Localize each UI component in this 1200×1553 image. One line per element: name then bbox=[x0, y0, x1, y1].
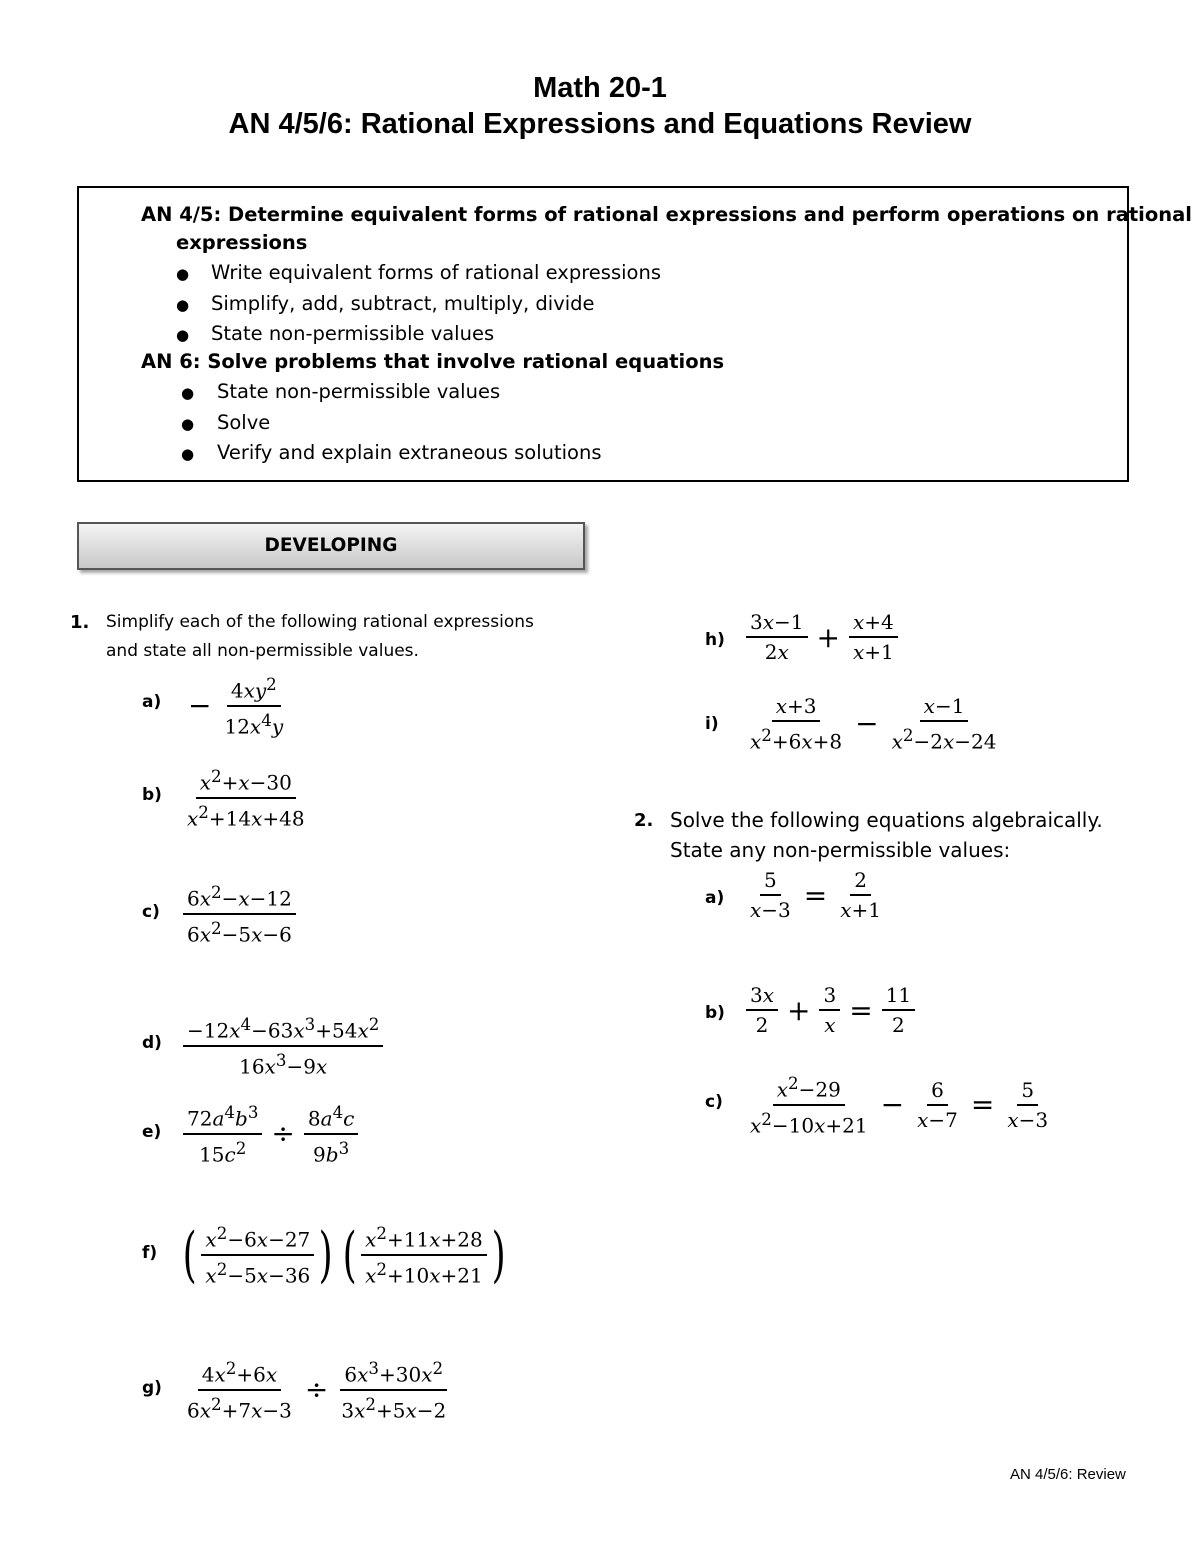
question-1-text-cont: and state all non-permissible values. bbox=[106, 641, 419, 661]
q1-label-b: b) bbox=[142, 785, 162, 805]
q1-label-c: c) bbox=[142, 902, 160, 922]
q1h-expression: $\frac{3x-1}{2x}$ + $\frac{x+4}{x+1}$ bbox=[743, 608, 901, 666]
bullet-icon: ● bbox=[176, 326, 190, 344]
q1c-expression: $\frac{6x^2-x-12}{6x^2-5x-6}$ bbox=[180, 879, 299, 948]
q2-label-a: a) bbox=[705, 888, 725, 908]
question-2-number: 2. bbox=[634, 810, 654, 831]
q1-label-h: h) bbox=[705, 630, 725, 650]
q1-label-i: i) bbox=[705, 714, 719, 734]
question-2-text: Solve the following equations algebraically. bbox=[670, 808, 1103, 832]
q1-label-g: g) bbox=[142, 1378, 162, 1398]
q1b-expression: $\frac{x^2+x-30}{x^2+14x+48}$ bbox=[180, 763, 312, 832]
q2b-equation: $\frac{3x}{2}$ + $\frac{3}{x}$ = $\frac{11}{2}$ bbox=[743, 981, 918, 1039]
q1f-expression: ( $\frac{x^2-6x-27}{x^2-5x-36}$ ) ( $\frac{x^2+11x+28}{x^2+10x+21}$ ) bbox=[182, 1219, 506, 1290]
q1-label-d: d) bbox=[142, 1033, 162, 1053]
outcome-an45-heading-cont: expressions bbox=[176, 231, 308, 254]
q1i-expression: $\frac{x+3}{x^2+6x+8}$ − $\frac{x-1}{x^2-2x-24}$ bbox=[750, 694, 997, 754]
course-title: Math 20-1 bbox=[533, 72, 667, 104]
developing-section-header: DEVELOPING bbox=[77, 522, 585, 570]
question-1-text: Simplify each of the following rational expressions bbox=[106, 612, 534, 632]
outcome-bullet bbox=[176, 289, 189, 320]
q2-label-c: c) bbox=[705, 1092, 723, 1112]
outcome-bullet bbox=[176, 258, 189, 289]
outcome-an6-heading: AN 6: Solve problems that involve rational equations bbox=[141, 350, 725, 373]
bullet-icon: ● bbox=[181, 445, 195, 463]
q1g-expression: $\frac{4x^2+6x}{6x^2+7x-3}$ ÷ $\frac{6x^3+30x^2}{3x^2+5x-2}$ bbox=[180, 1355, 453, 1424]
q1-label-a: a) bbox=[142, 692, 162, 712]
q1-label-e: e) bbox=[142, 1122, 162, 1142]
bullet-icon: ● bbox=[176, 265, 190, 283]
q1e-expression: $\frac{72a^4b^3}{15c^2}$ ÷ $\frac{8a^4c}{9b^3}$ bbox=[180, 1099, 361, 1168]
bullet-icon: ● bbox=[181, 384, 195, 402]
page-footer: AN 4/5/6: Review bbox=[1010, 1466, 1126, 1483]
outcome-bullet bbox=[181, 438, 194, 469]
q2-label-b: b) bbox=[705, 1003, 725, 1023]
outcome-bullet bbox=[181, 408, 194, 439]
question-1-number: 1. bbox=[70, 612, 90, 633]
q1-label-f: f) bbox=[142, 1243, 158, 1263]
page-title: AN 4/5/6: Rational Expressions and Equations Review bbox=[228, 108, 972, 140]
outcome-item: Solve bbox=[217, 411, 271, 434]
outcome-an45-heading: AN 4/5: Determine equivalent forms of rational expressions and perform operations on rational bbox=[141, 203, 1192, 226]
bullet-icon: ● bbox=[176, 296, 190, 314]
outcome-bullet bbox=[176, 319, 189, 350]
bullet-icon: ● bbox=[181, 415, 195, 433]
outcome-item: Simplify, add, subtract, multiply, divide bbox=[211, 292, 595, 315]
outcome-item: State non-permissible values bbox=[211, 322, 495, 345]
outcome-item: Write equivalent forms of rational expressions bbox=[211, 261, 661, 284]
outcome-item: State non-permissible values bbox=[217, 380, 501, 403]
q2a-equation: $\frac{5}{x-3}$ = $\frac{2}{x+1}$ bbox=[750, 868, 881, 922]
question-2-text-cont: State any non-permissible values: bbox=[670, 838, 1011, 862]
outcome-item: Verify and explain extraneous solutions bbox=[217, 441, 602, 464]
q2c-equation: $\frac{x^2-29}{x^2-10x+21}$ − $\frac{6}{x-7}$ = $\frac{5}{x-3}$ bbox=[743, 1070, 1055, 1139]
q1a-expression: − $\frac{4xy^2}{12x^4y}$ bbox=[182, 671, 290, 740]
q1d-expression: $\frac{-12x^4-63x^3+54x^2}{16x^3-9x}$ bbox=[180, 1011, 386, 1080]
outcome-bullet bbox=[181, 377, 194, 408]
